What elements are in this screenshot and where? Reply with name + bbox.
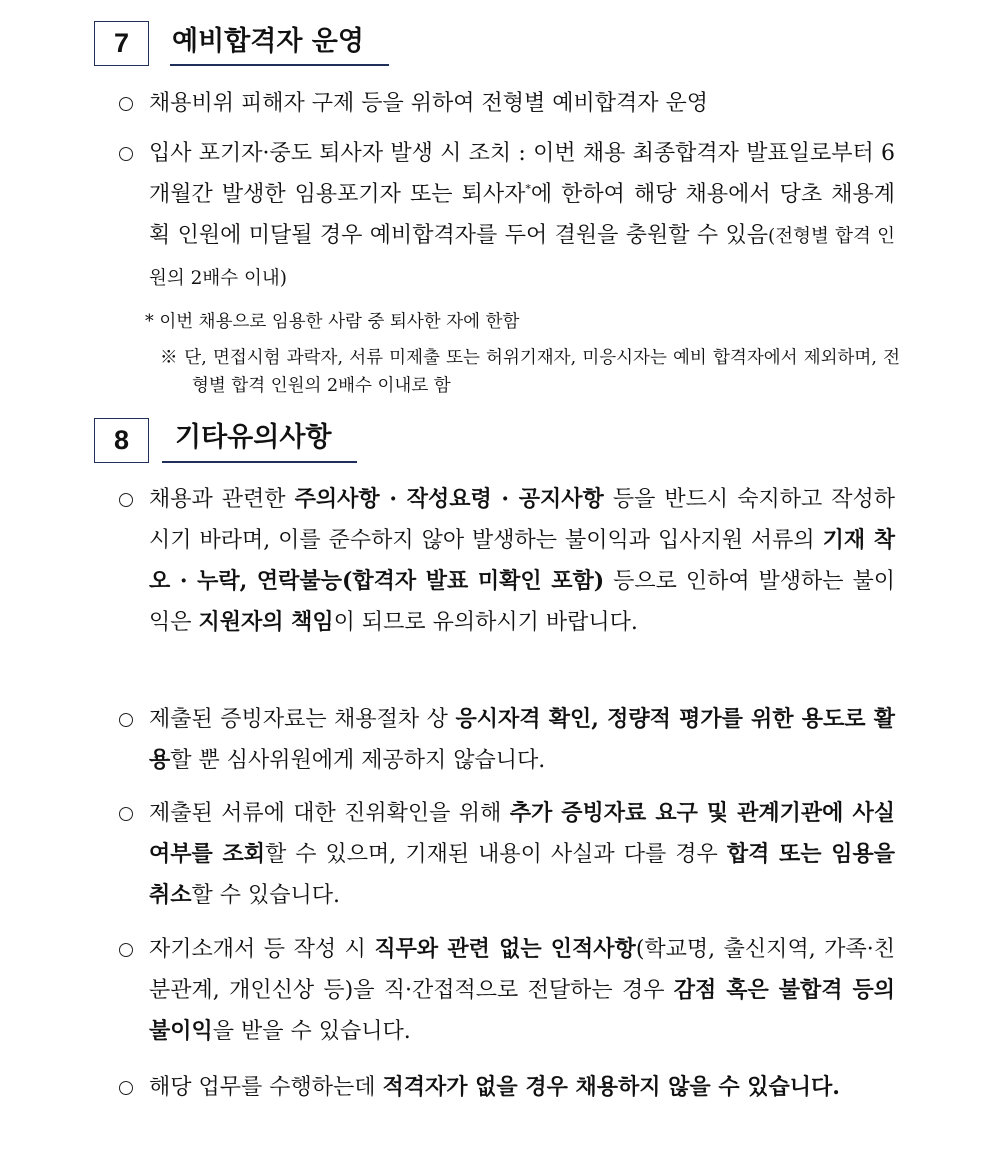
- list-item: [149, 699, 895, 781]
- section-number-box: 7: [94, 21, 149, 66]
- item-text: 입사 포기자·중도 퇴사자 발생 시 조치 : 이번 채용 최종합격자 발표일로부터 6개월간 발생한 임용포기자 또는 퇴사자: [149, 141, 895, 207]
- footnote: * 이번 채용으로 임용한 사람 중 퇴사한 자에 한함: [145, 312, 520, 332]
- item-text: (학교명, 출신지역, 가족·친분관계, 개인신상 등)을 직·간접적으로 전달하는 경우: [149, 937, 895, 1003]
- circle-bullet-icon: [119, 943, 133, 957]
- item-text: 채용비위 피해자 구제 등을 위하여 전형별 예비합격자 운영: [149, 91, 709, 116]
- item-emphasis: 적격자가 없을 경우 채용하지 않을 수 있습니다.: [382, 1074, 840, 1100]
- circle-bullet-icon: [119, 1081, 133, 1095]
- item-emphasis: 응시자격 확인, 정량적 평가를 위한 용도로 활용: [149, 706, 896, 773]
- footnote-marker: *: [525, 182, 531, 196]
- section-title: 기타유의사항: [175, 422, 332, 453]
- note: [160, 344, 900, 400]
- item-text: 할 뿐 심사위원에게 제공하지 않습니다.: [170, 748, 546, 773]
- item-text: 등을 반드시 숙지하고 작성하시기 바라며, 이를 준수하지 않아 발생하는 불이익과 입사지원 서류의: [149, 487, 896, 553]
- list-item: [149, 133, 895, 299]
- item-emphasis: 합격 또는 임용을 취소: [149, 841, 895, 908]
- circle-bullet-icon: [119, 147, 133, 161]
- circle-bullet-icon: [119, 807, 133, 821]
- item-emphasis: 기재 착오 · 누락, 연락불능(합격자 발표 미확인 포함): [149, 527, 895, 594]
- item-emphasis: 직무와 관련 없는 인적사항: [374, 936, 636, 962]
- list-item: [149, 929, 895, 1052]
- list-item: [149, 479, 895, 643]
- item-text: 채용과 관련한: [149, 487, 295, 512]
- note-text: ※ 단, 면접시험 과락자, 서류 미제출 또는 허위기재자, 미응시자는 예비 합격자에서 제외하며, 전형별 합격 인원의 2배수 이내로 함: [160, 348, 900, 396]
- item-text: 할 수 있습니다.: [191, 883, 341, 908]
- item-emphasis: 추가 증빙자료 요구 및 관계기관에 사실여부를 조회: [149, 800, 895, 867]
- item-text: 해당 업무를 수행하는데: [149, 1075, 383, 1100]
- item-text: 제출된 서류에 대한 진위확인을 위해: [149, 801, 510, 826]
- section-title: 예비합격자 운영: [172, 26, 364, 57]
- list-item: [149, 793, 895, 916]
- item-text: 제출된 증빙자료는 채용절차 상: [149, 707, 456, 732]
- list-item: [149, 83, 895, 124]
- item-text: 이 되므로 유의하시기 바랍니다.: [333, 610, 638, 635]
- item-text: 할 수 있으며, 기재된 내용이 사실과 다를 경우: [264, 842, 727, 867]
- list-item: [149, 1067, 895, 1108]
- item-emphasis: 주의사항 · 작성요령 · 공지사항: [294, 486, 604, 512]
- item-text: 을 받을 수 있습니다.: [212, 1019, 411, 1044]
- circle-bullet-icon: [119, 713, 133, 727]
- item-text: 에 한하여 해당 채용에서 당초 채용계획 인원에 미달될 경우 예비합격자를 두어 결원을 충원할 수 있음: [149, 182, 895, 248]
- circle-bullet-icon: [119, 493, 133, 507]
- item-emphasis: 감점 혹은 불합격 등의 불이익: [149, 977, 896, 1044]
- item-text: 자기소개서 등 작성 시: [149, 937, 375, 962]
- item-text: 등으로 인하여 발생하는 불이익은: [149, 569, 895, 635]
- section-title-underline: [170, 64, 389, 66]
- section-title-underline: [162, 461, 357, 463]
- circle-bullet-icon: [119, 97, 133, 111]
- item-parenthetical: (전형별 합격 인원의 2배수 이내): [149, 226, 895, 289]
- section-number-box: 8: [94, 418, 149, 463]
- item-emphasis: 지원자의 책임: [198, 609, 334, 635]
